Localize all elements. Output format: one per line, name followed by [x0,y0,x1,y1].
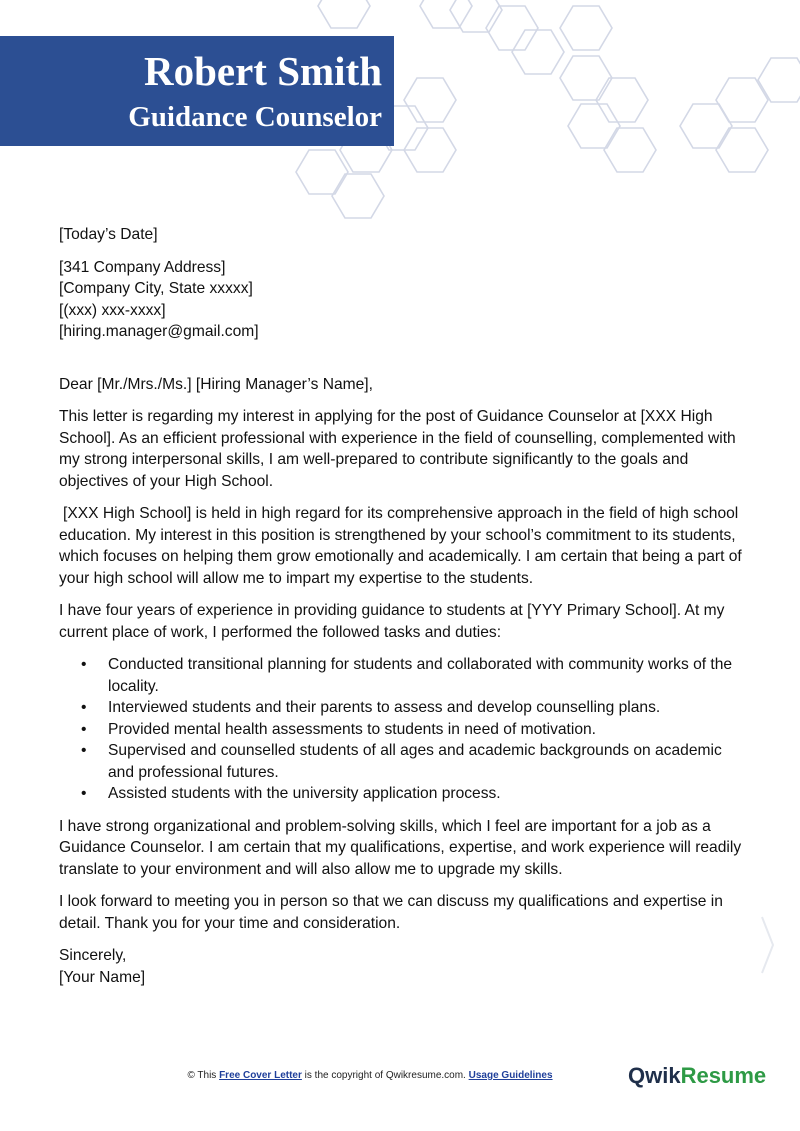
letter-date: [Today’s Date] [59,226,158,243]
usage-guidelines-link[interactable]: Usage Guidelines [468,1070,553,1081]
salutation: Dear [Mr./Mrs./Ms.] [Hiring Manager’s Name], [59,375,373,393]
duties-list [59,654,749,805]
footer-prefix: © This [187,1070,217,1081]
qwikresume-logo[interactable] [628,1063,766,1089]
paragraph-skills: I have strong organizational and problem-solving skills, which I feel are important for a job as a Guidance Counselor. I am certain that my qualifications, expertise, and work experience will readily translate to your environment and will also allow me to upgrade my skills. [59,817,742,878]
chevron-right-icon [760,915,776,975]
paragraph-intro: This letter is regarding my interest in applying for the post of Guidance Counselor at [XXX High School]. As an efficient professional with experience in the field of counselling, complemented with my strong interpersonal skills, I am well-prepared to contribute significantly to the goals and objectives of your High School. [59,408,736,490]
free-cover-letter-link[interactable]: Free Cover Letter [219,1070,302,1081]
address-line: [(xxx) xxx-xxxx] [59,301,166,319]
closing-word: Sincerely, [59,947,127,964]
logo-part-resume: Resume [680,1063,767,1088]
duty-item: • Provided mental health assessments to students in need of motivation. [108,719,749,741]
address-line: [Company City, State xxxxx] [59,280,253,297]
address-line: [hiring.manager@gmail.com] [59,323,259,340]
duty-item: • Supervised and counselled students of all ages and academic backgrounds on academic and professional futures. [108,740,749,783]
job-title: Guidance Counselor [128,101,382,133]
sign-off [59,945,749,988]
duty-item: • Conducted transitional planning for students and collaborated with community works of the locality. [108,654,749,697]
signature-name: [Your Name] [59,968,146,986]
header-banner [0,36,394,146]
duty-item: • Interviewed students and their parents to assess and develop counselling plans. [108,697,749,719]
address-line: [341 Company Address] [59,258,226,276]
logo-part-qwik: Qwik [628,1063,681,1088]
recipient-address [59,257,749,343]
footer-middle: is the copyright of Qwikresume.com. [304,1070,466,1081]
applicant-name: Robert Smith [143,48,382,94]
paragraph-school: [XXX High School] is held in high regard for its comprehensive approach in the field of high school education. My interest in this position is strengthened by your school’s commitment to its students, which focuses on helping them grow emotionally and academically. I am certain that being a part of your high school will allow me to impart my expertise to the students. [59,505,742,587]
duty-item: • Assisted students with the university application process. [108,783,749,805]
paragraph-closing: I look forward to meeting you in person so that we can discuss my qualifications and expertise in detail. Thank you for your time and consideration. [59,893,723,932]
letter-body [59,224,749,988]
paragraph-experience: I have four years of experience in providing guidance to students at [YYY Primary School]. At my current place of work, I performed the followed tasks and duties: [59,602,725,641]
